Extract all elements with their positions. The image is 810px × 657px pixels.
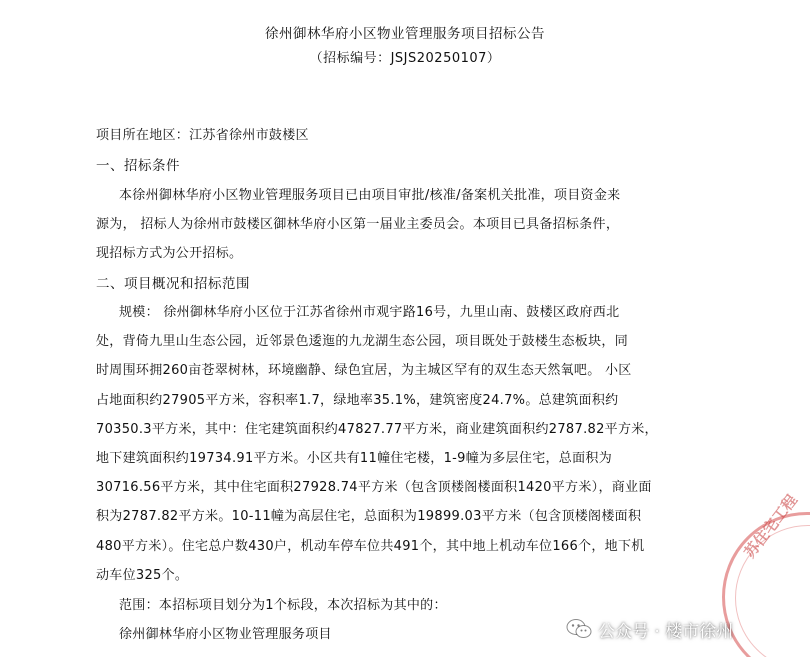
section1-line: 本徐州御林华府小区物业管理服务项目已由项目审批/核准/备案机关批准，项目资金来: [119, 188, 621, 203]
watermark-text: 公众号 · 楼市徐州: [598, 621, 734, 642]
section1-heading: 一、招标条件: [96, 158, 180, 174]
scale-line: 30716.56平方米，其中住宅面积27928.74平方米（包含顶楼阁楼面积1420平方米），商业面: [96, 480, 652, 495]
scale-line: 规模： 徐州御林华府小区位于江苏省徐州市观宇路16号，九里山南、鼓楼区政府西北: [119, 305, 620, 320]
scale-line: 时周围环拥260亩苍翠树林，环境幽静、绿色宜居，为主城区罕有的双生态天然氧吧。 小区: [96, 363, 632, 378]
seal-text: 苏住宅工程: [740, 491, 801, 562]
scale-line: 占地面积约27905平方米，容积率1.7，绿地率35.1%，建筑密度24.7%。总建筑面积约: [96, 393, 619, 408]
document-title: 徐州御林华府小区物业管理服务项目招标公告: [265, 26, 545, 42]
wechat-icon: [566, 618, 592, 640]
scale-line: 地下建筑面积约19734.91平方米。小区共有11幢住宅楼，1-9幢为多层住宅，总面积为: [96, 451, 613, 466]
scale-line: 480平方米）。住宅总户数430户，机动车停车位共491个，其中地上机动车位166个，地下机: [96, 539, 645, 554]
scale-line: 处，背倚九里山生态公园，近邻景色逶迤的九龙湖生态公园，项目既处于鼓楼生态板块，同: [96, 334, 629, 349]
section2-heading: 二、项目概况和招标范围: [96, 276, 250, 292]
scale-line: 动车位325个。: [96, 568, 189, 583]
document-subtitle: （招标编号：JSJS20250107）: [309, 51, 501, 66]
official-seal: [722, 491, 810, 657]
location-line: 项目所在地区：江苏省徐州市鼓楼区: [96, 128, 309, 143]
section1-line: 现招标方式为公开招标。: [96, 246, 243, 261]
watermark: [566, 613, 733, 645]
scale-line: 积为2787.82平方米。10-11幢为高层住宅，总面积为19899.03平方米（包含顶楼阁楼面积: [96, 509, 642, 524]
project-line: 徐州御林华府小区物业管理服务项目: [119, 627, 332, 642]
section1-line: 源为， 招标人为徐州市鼓楼区御林华府小区第一届业主委员会。本项目已具备招标条件，: [96, 217, 620, 232]
scale-line: 70350.3平方米，其中：住宅建筑面积约47827.77平方米，商业建筑面积约2787.82平方米，: [96, 422, 658, 437]
scope-line: 范围：本招标项目划分为1个标段，本次招标为其中的：: [119, 598, 447, 613]
